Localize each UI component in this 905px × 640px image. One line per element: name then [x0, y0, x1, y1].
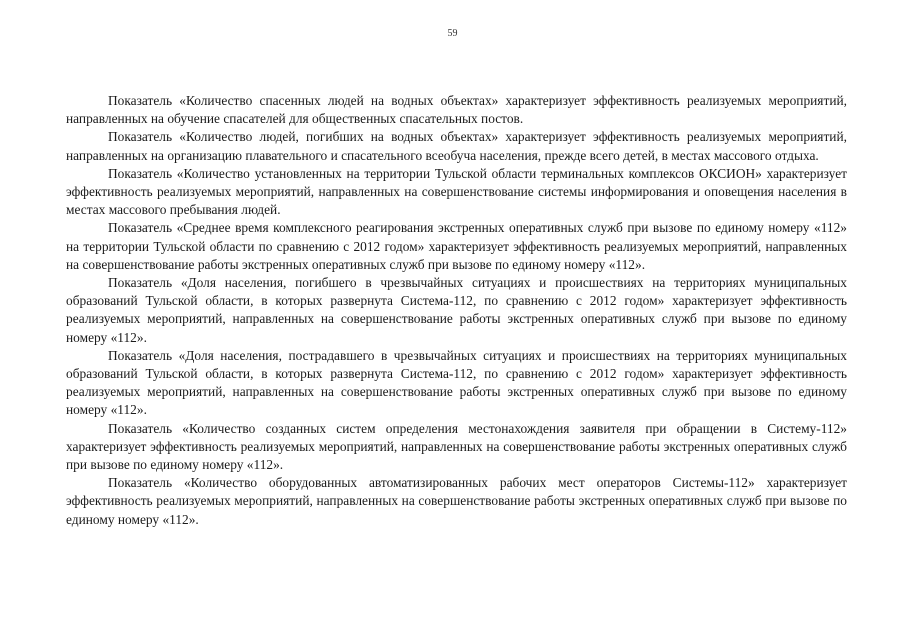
paragraph: Показатель «Количество спасенных людей на водных объектах» характеризует эффективность реализуемых мероприятий, направленных на обучение спасателей для общественных спасательных постов.	[66, 93, 847, 127]
paragraph: Показатель «Среднее время комплексного реагирования экстренных оперативных служб при вызове по единому номеру «112» на территории Тульской области по сравнению с 2012 годом» характеризует эффективность реализуемых мероприятий, направленных на совершенствование работы экстренных оперативных служб при вызове по единому номеру «112».	[66, 220, 847, 272]
paragraph: Показатель «Доля населения, погибшего в чрезвычайных ситуациях и происшествиях на территориях муниципальных образований Тульской области, в которых развернута Система-112, по сравнению с 2012 годом» характеризует эффективность реализуемых мероприятий, направленных на совершенствование работы экстренных оперативных служб при вызове по единому номеру «112».	[66, 275, 847, 345]
paragraph: Показатель «Доля населения, пострадавшего в чрезвычайных ситуациях и происшествиях на территориях муниципальных образований Тульской области, в которых развернута Система-112, по сравнению с 2012 годом» характеризует эффективность реализуемых мероприятий, направленных на совершенствование работы экстренных оперативных служб при вызове по единому номеру «112».	[66, 347, 847, 418]
paragraph: Показатель «Количество людей, погибших на водных объектах» характеризует эффективность реализуемых мероприятий, направленных на организацию плавательного и спасательного всеобуча населения, прежде всего детей, в местах массового отдыха.	[66, 129, 847, 163]
paragraph: Показатель «Количество оборудованных автоматизированных рабочих мест операторов Системы-112» характеризует эффективность реализуемых мероприятий, направленных на совершенствование работы экстренных оперативных служб при вызове по единому номеру «112».	[66, 475, 847, 527]
paragraph: Показатель «Количество созданных систем определения местонахождения заявителя при обращении в Систему-112» характеризует эффективность реализуемых мероприятий, направленных на совершенствование работы экстренных оперативных служб при вызове по единому номеру «112».	[66, 420, 847, 473]
paragraph: Показатель «Количество установленных на территории Тульской области терминальных комплексов ОКСИОН» характеризует эффективность реализуемых мероприятий, направленных на совершенствование системы информирования и оповещения населения в местах массового пребывания людей.	[66, 165, 847, 218]
document-body	[66, 92, 847, 529]
page-number: 59	[447, 28, 458, 39]
